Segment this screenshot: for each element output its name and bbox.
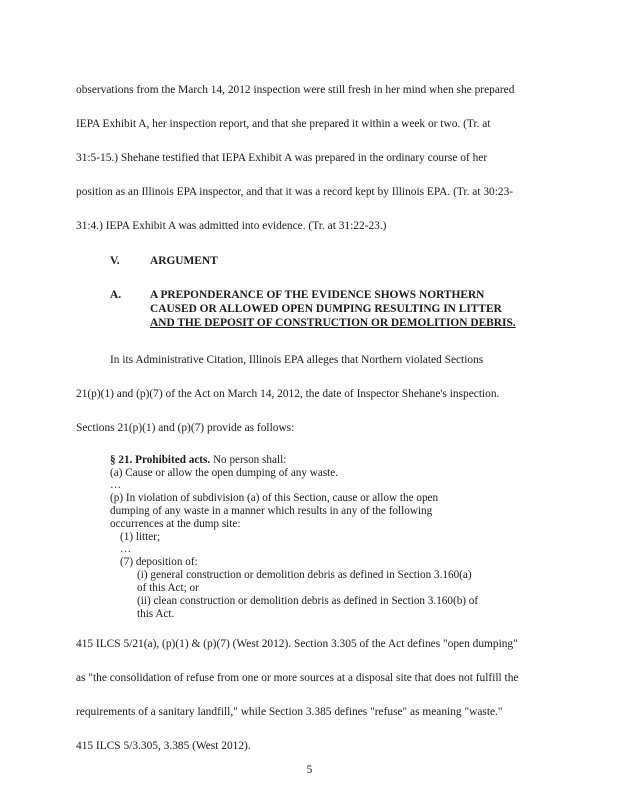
quote-line: occurrences at the dump site: xyxy=(110,518,241,530)
quote-line: this Act. xyxy=(137,608,175,620)
quote-line: (p) In violation of subdivision (a) of this Section, cause or allow the open xyxy=(110,492,439,504)
body-line: position as an Illinois EPA inspector, and that it was a record kept by Illinois EPA. (Tr. at 30:23- xyxy=(76,186,514,198)
quote-line: … xyxy=(110,479,122,491)
subsection-letter: A. xyxy=(110,289,122,301)
body-line: 415 ILCS 5/3.305, 3.385 (West 2012). xyxy=(76,740,251,752)
subsection-title-line: AND THE DEPOSIT OF CONSTRUCTION OR DEMOLITION DEBRIS. xyxy=(150,317,516,329)
body-line: as "the consolidation of refuse from one or more sources at a disposal site that does not fulfill the xyxy=(76,672,519,684)
quote-line: dumping of any waste in a manner which results in any of the following xyxy=(110,505,433,517)
quote-line xyxy=(110,454,286,467)
body-line: 21(p)(1) and (p)(7) of the Act on March 14, 2012, the date of Inspector Shehane's inspection. xyxy=(76,388,500,400)
subsection-title-line: CAUSED OR ALLOWED OPEN DUMPING RESULTING IN LITTER xyxy=(150,303,502,315)
quote-line: (ii) clean construction or demolition debris as defined in Section 3.160(b) of xyxy=(137,595,479,607)
body-line: observations from the March 14, 2012 inspection were still fresh in her mind when she prepared xyxy=(76,84,515,96)
quote-heading: § 21. Prohibited acts. xyxy=(110,454,211,466)
quote-heading-rest: No person shall: xyxy=(210,454,287,466)
quote-line: of this Act; or xyxy=(137,582,199,594)
body-line: Sections 21(p)(1) and (p)(7) provide as follows: xyxy=(76,422,295,434)
body-line: 415 ILCS 5/21(a), (p)(1) & (p)(7) (West 2012). Section 3.305 of the Act defines "open dumping" xyxy=(76,638,518,650)
body-line: requirements of a sanitary landfill," while Section 3.385 defines "refuse" as meaning "waste." xyxy=(76,706,503,718)
body-line: In its Administrative Citation, Illinois EPA alleges that Northern violated Sections xyxy=(110,354,484,366)
section-title: ARGUMENT xyxy=(150,255,218,267)
body-line: 31:5-15.) Shehane testified that IEPA Exhibit A was prepared in the ordinary course of her xyxy=(76,152,488,164)
quote-line: (a) Cause or allow the open dumping of any waste. xyxy=(110,467,339,479)
page-number: 5 xyxy=(306,764,313,776)
body-line: 31:4.) IEPA Exhibit A was admitted into evidence. (Tr. at 31:22-23.) xyxy=(76,220,387,232)
quote-line: (1) litter; xyxy=(120,531,161,543)
body-line: IEPA Exhibit A, her inspection report, and that she prepared it within a week or two. (Tr. at xyxy=(76,118,491,130)
subsection-title-line: A PREPONDERANCE OF THE EVIDENCE SHOWS NORTHERN xyxy=(150,289,485,301)
quote-line: (7) deposition of: xyxy=(120,556,198,568)
quote-line: … xyxy=(120,543,132,555)
quote-line: (i) general construction or demolition debris as defined in Section 3.160(a) xyxy=(137,569,472,581)
section-number: V. xyxy=(110,255,120,267)
